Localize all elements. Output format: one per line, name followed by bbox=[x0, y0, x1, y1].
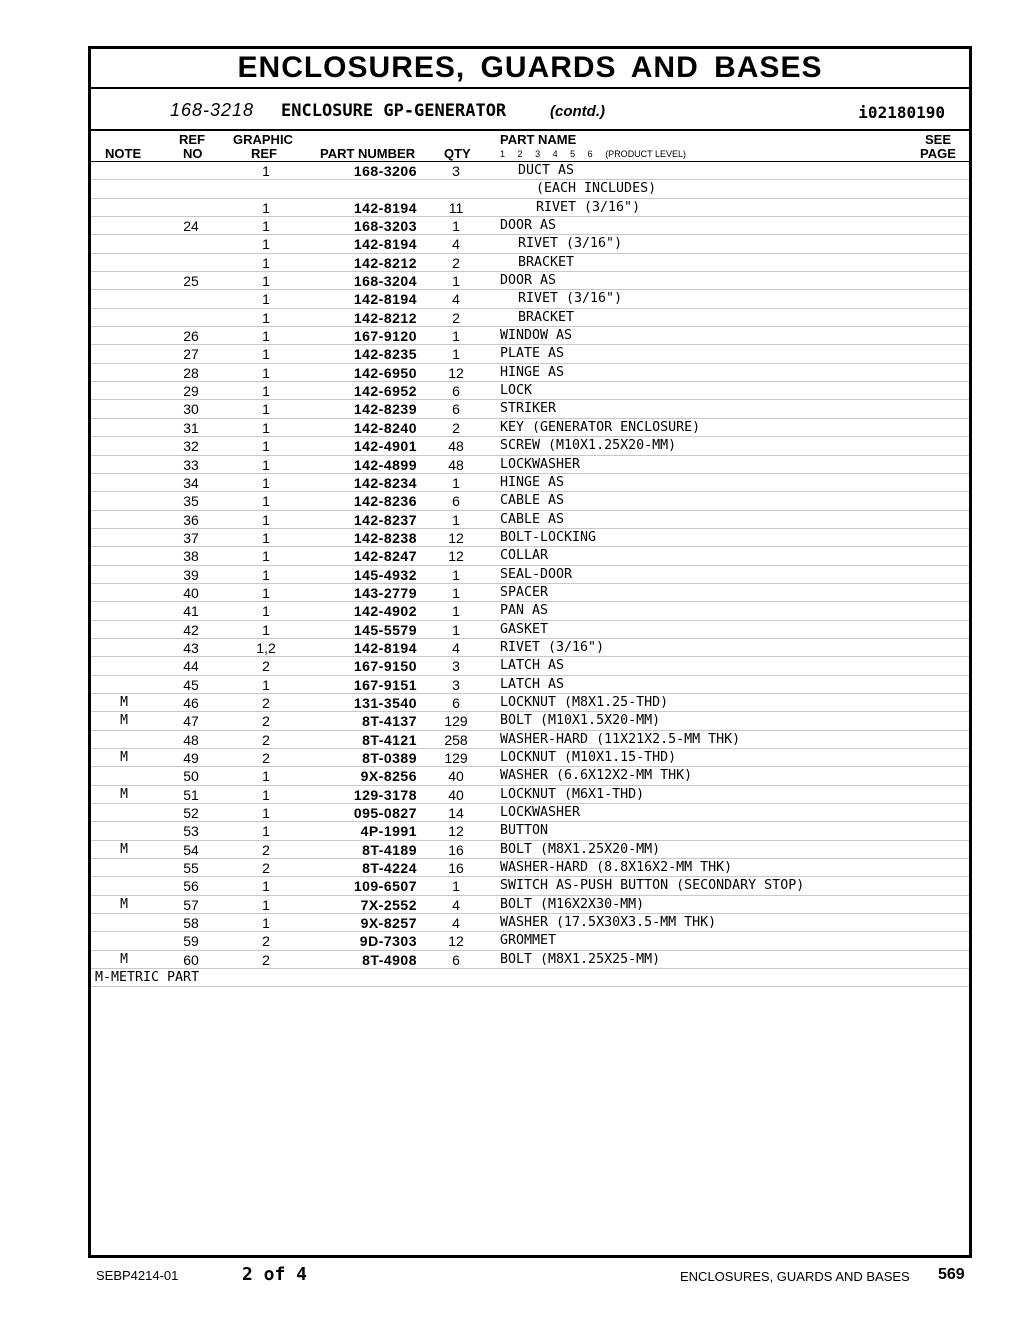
cell-ref-no: 49 bbox=[183, 750, 199, 766]
cell-part-number: 145-5579 bbox=[353, 621, 417, 638]
cell-graphic-ref: 2 bbox=[262, 731, 270, 748]
table-row bbox=[91, 676, 969, 694]
cell-qty: 12 bbox=[448, 364, 464, 381]
cell-part-number: 8T-4121 bbox=[362, 731, 417, 748]
cell-part-number: 4P-1991 bbox=[360, 823, 417, 840]
table-row bbox=[91, 511, 969, 529]
table-row bbox=[91, 584, 969, 602]
cell-graphic-ref: 1 bbox=[262, 603, 270, 620]
cell-ref-no: 52 bbox=[183, 805, 199, 822]
cell-part-number: 142-4899 bbox=[353, 456, 417, 473]
col-graphic-line1: GRAPHIC bbox=[233, 132, 293, 147]
cell-qty: 2 bbox=[452, 254, 460, 271]
cell-qty: 6 bbox=[452, 383, 460, 400]
table-row bbox=[91, 529, 969, 547]
cell-ref-no: 43 bbox=[183, 639, 199, 656]
cell-qty: 11 bbox=[448, 199, 464, 216]
cell-part-number: 8T-4189 bbox=[362, 841, 417, 858]
cell-ref-no: 54 bbox=[183, 841, 199, 858]
cell-part-name: RIVET (3/16") bbox=[536, 199, 641, 215]
cell-part-name: (EACH INCLUDES) bbox=[536, 181, 657, 197]
table-row bbox=[91, 841, 969, 859]
cell-qty: 3 bbox=[452, 163, 460, 179]
footer-page-number: 569 bbox=[938, 1266, 965, 1283]
col-ref-line2: NO bbox=[183, 146, 203, 161]
table-row bbox=[91, 822, 969, 840]
cell-qty: 4 bbox=[452, 291, 460, 308]
cell-ref-no: 41 bbox=[183, 603, 199, 620]
cell-part-number: 143-2779 bbox=[353, 584, 417, 601]
cell-part-name: GASKET bbox=[500, 621, 549, 637]
cell-part-number: 129-3178 bbox=[353, 786, 417, 803]
cell-part-name: WINDOW AS bbox=[500, 328, 573, 344]
table-row bbox=[91, 419, 969, 437]
cell-graphic-ref: 1 bbox=[262, 805, 270, 822]
cell-qty: 40 bbox=[448, 786, 464, 803]
cell-qty: 1 bbox=[452, 474, 460, 491]
cell-part-name: PAN AS bbox=[500, 603, 549, 619]
col-see-line2: PAGE bbox=[920, 146, 956, 161]
cell-part-number: 7X-2552 bbox=[360, 896, 417, 913]
cell-part-number: 167-9151 bbox=[353, 676, 417, 693]
cell-part-name: HINGE AS bbox=[500, 364, 565, 380]
cell-ref-no: 30 bbox=[183, 401, 199, 418]
cell-note: M bbox=[120, 713, 128, 729]
cell-part-name: LOCKWASHER bbox=[500, 456, 581, 472]
cell-part-number: 142-8194 bbox=[353, 639, 417, 656]
table-row bbox=[91, 786, 969, 804]
cell-qty: 6 bbox=[452, 493, 460, 510]
cell-part-name: BRACKET bbox=[518, 309, 575, 325]
cell-qty: 4 bbox=[452, 236, 460, 253]
cell-graphic-ref: 2 bbox=[262, 658, 270, 675]
cell-qty: 48 bbox=[448, 438, 464, 455]
parts-table bbox=[91, 162, 969, 987]
cell-note: M bbox=[120, 951, 128, 967]
cell-qty: 4 bbox=[452, 896, 460, 913]
cell-ref-no: 46 bbox=[183, 694, 199, 711]
cell-ref-no: 53 bbox=[183, 823, 199, 840]
cell-part-number: 167-9120 bbox=[353, 328, 417, 345]
cell-qty: 12 bbox=[448, 933, 464, 950]
footer-page-of: 2 of 4 bbox=[242, 1264, 308, 1285]
cell-graphic-ref: 1 bbox=[262, 309, 270, 326]
cell-part-name: CABLE AS bbox=[500, 493, 565, 509]
cell-ref-no: 34 bbox=[183, 474, 199, 491]
table-row bbox=[91, 492, 969, 510]
cell-part-number: 142-6950 bbox=[353, 364, 417, 381]
table-row bbox=[91, 437, 969, 455]
cell-qty: 129 bbox=[444, 713, 468, 730]
cell-part-number: 8T-4137 bbox=[362, 713, 417, 730]
cell-qty: 3 bbox=[452, 676, 460, 693]
cell-ref-no: 50 bbox=[183, 768, 199, 785]
cell-qty: 1 bbox=[452, 346, 460, 363]
page-title: ENCLOSURES, GUARDS AND BASES bbox=[237, 51, 823, 84]
table-row bbox=[91, 657, 969, 675]
table-row bbox=[91, 290, 969, 308]
cell-graphic-ref: 2 bbox=[262, 933, 270, 950]
table-row bbox=[91, 767, 969, 785]
cell-ref-no: 28 bbox=[183, 364, 199, 381]
group-header bbox=[91, 89, 969, 131]
cell-graphic-ref: 1 bbox=[262, 254, 270, 271]
cell-part-number: 142-8238 bbox=[353, 529, 417, 546]
cell-qty: 48 bbox=[448, 456, 464, 473]
cell-part-name: COLLAR bbox=[500, 548, 549, 564]
cell-qty: 12 bbox=[448, 823, 464, 840]
cell-part-name: LATCH AS bbox=[500, 658, 565, 674]
cell-part-name: LOCKNUT (M6X1-THD) bbox=[500, 786, 645, 802]
col-see-line1: SEE bbox=[925, 132, 952, 147]
footer-section-title: ENCLOSURES, GUARDS AND BASES bbox=[680, 1269, 910, 1284]
cell-graphic-ref: 1 bbox=[262, 786, 270, 803]
cell-qty: 1 bbox=[452, 603, 460, 620]
product-level: 4 bbox=[552, 149, 558, 159]
table-row bbox=[91, 400, 969, 418]
table-row bbox=[91, 951, 969, 969]
cell-qty: 1 bbox=[452, 273, 460, 290]
cell-graphic-ref: 1 bbox=[262, 456, 270, 473]
cell-ref-no: 24 bbox=[183, 218, 199, 235]
cell-qty: 1 bbox=[452, 878, 460, 895]
cell-part-number: 142-8234 bbox=[353, 474, 417, 491]
cell-ref-no: 60 bbox=[183, 951, 199, 968]
cell-ref-no: 42 bbox=[183, 621, 199, 638]
table-row bbox=[91, 749, 969, 767]
product-level: 3 bbox=[535, 149, 541, 159]
table-row bbox=[91, 364, 969, 382]
table-row bbox=[91, 199, 969, 217]
cell-graphic-ref: 1 bbox=[262, 566, 270, 583]
table-row bbox=[91, 180, 969, 198]
cell-graphic-ref: 1 bbox=[262, 511, 270, 528]
table-row bbox=[91, 327, 969, 345]
cell-ref-no: 35 bbox=[183, 493, 199, 510]
cell-qty: 1 bbox=[452, 511, 460, 528]
cell-part-name: DOOR AS bbox=[500, 218, 557, 234]
table-row bbox=[91, 547, 969, 565]
cell-part-name: PLATE AS bbox=[500, 346, 565, 362]
cell-graphic-ref: 2 bbox=[262, 951, 270, 968]
cell-graphic-ref: 1 bbox=[262, 438, 270, 455]
cell-part-name: HINGE AS bbox=[500, 474, 565, 490]
cell-part-name: RIVET (3/16") bbox=[518, 236, 623, 252]
cell-graphic-ref: 1,2 bbox=[256, 639, 276, 656]
col-qty: QTY bbox=[444, 146, 471, 161]
cell-part-number: 142-8194 bbox=[353, 236, 417, 253]
col-ref-line1: REF bbox=[179, 132, 205, 147]
cell-part-number: 142-4901 bbox=[353, 438, 417, 455]
cell-qty: 258 bbox=[444, 731, 468, 748]
cell-part-number: 8T-4908 bbox=[362, 951, 417, 968]
product-level: 1 bbox=[500, 149, 506, 159]
cell-graphic-ref: 1 bbox=[262, 199, 270, 216]
cell-ref-no: 59 bbox=[183, 933, 199, 950]
cell-ref-no: 51 bbox=[183, 786, 199, 803]
cell-graphic-ref: 1 bbox=[262, 915, 270, 932]
cell-part-name: WASHER (6.6X12X2-MM THK) bbox=[500, 768, 693, 784]
table-row bbox=[91, 731, 969, 749]
cell-graphic-ref: 1 bbox=[262, 383, 270, 400]
table-row bbox=[91, 382, 969, 400]
cell-part-name: LOCKWASHER bbox=[500, 805, 581, 821]
cell-part-number: 167-9150 bbox=[353, 658, 417, 675]
cell-part-name: LATCH AS bbox=[500, 676, 565, 692]
cell-part-number: 9X-8256 bbox=[360, 768, 417, 785]
cell-qty: 2 bbox=[452, 309, 460, 326]
cell-part-name: RIVET (3/16") bbox=[518, 291, 623, 307]
cell-qty: 129 bbox=[444, 750, 468, 766]
col-part-number: PART NUMBER bbox=[320, 146, 416, 161]
cell-note: M bbox=[120, 896, 128, 912]
cell-part-number: 142-8212 bbox=[353, 254, 417, 271]
cell-qty: 1 bbox=[452, 566, 460, 583]
cell-part-name: DUCT AS bbox=[518, 163, 575, 178]
group-number: 168-3218 bbox=[170, 100, 255, 120]
cell-graphic-ref: 1 bbox=[262, 163, 270, 179]
cell-part-number: 168-3204 bbox=[353, 273, 417, 290]
cell-part-name: BOLT (M16X2X30-MM) bbox=[500, 896, 645, 912]
cell-graphic-ref: 1 bbox=[262, 768, 270, 785]
cell-part-number: 168-3203 bbox=[353, 218, 417, 235]
cell-part-number: 095-0827 bbox=[353, 805, 417, 822]
cell-ref-no: 37 bbox=[183, 529, 199, 546]
cell-ref-no: 39 bbox=[183, 566, 199, 583]
cell-graphic-ref: 1 bbox=[262, 364, 270, 381]
cell-graphic-ref: 1 bbox=[262, 584, 270, 601]
table-row bbox=[91, 272, 969, 290]
cell-part-number: 142-8194 bbox=[353, 291, 417, 308]
cell-part-name: DOOR AS bbox=[500, 273, 557, 289]
cell-qty: 4 bbox=[452, 915, 460, 932]
cell-note: M bbox=[120, 750, 128, 765]
cell-ref-no: 33 bbox=[183, 456, 199, 473]
cell-note: M bbox=[120, 841, 128, 857]
table-row bbox=[91, 162, 969, 180]
cell-part-number: 109-6507 bbox=[353, 878, 417, 895]
cell-graphic-ref: 2 bbox=[262, 841, 270, 858]
cell-qty: 6 bbox=[452, 951, 460, 968]
footnote-row bbox=[91, 969, 969, 987]
product-levels bbox=[500, 149, 696, 159]
cell-qty: 6 bbox=[452, 694, 460, 711]
table-row bbox=[91, 804, 969, 822]
table-row bbox=[91, 859, 969, 877]
cell-ref-no: 58 bbox=[183, 915, 199, 932]
col-graphic-line2: REF bbox=[251, 146, 277, 161]
cell-part-name: LOCKNUT (M10X1.15-THD) bbox=[500, 750, 677, 765]
cell-qty: 12 bbox=[448, 529, 464, 546]
cell-graphic-ref: 1 bbox=[262, 621, 270, 638]
cell-ref-no: 56 bbox=[183, 878, 199, 895]
cell-graphic-ref: 1 bbox=[262, 346, 270, 363]
table-row bbox=[91, 602, 969, 620]
cell-qty: 2 bbox=[452, 419, 460, 436]
cell-part-name: KEY (GENERATOR ENCLOSURE) bbox=[500, 419, 701, 435]
cell-qty: 3 bbox=[452, 658, 460, 675]
cell-part-name: WASHER-HARD (8.8X16X2-MM THK) bbox=[500, 860, 733, 876]
cell-ref-no: 26 bbox=[183, 328, 199, 345]
cell-part-name: LOCK bbox=[500, 383, 533, 399]
cell-part-number: 142-8194 bbox=[353, 199, 417, 216]
cell-part-number: 142-6952 bbox=[353, 383, 417, 400]
cell-qty: 1 bbox=[452, 218, 460, 235]
table-row bbox=[91, 712, 969, 730]
col-part-name: PART NAME bbox=[500, 132, 577, 147]
cell-part-name: BOLT (M8X1.25X25-MM) bbox=[500, 951, 661, 967]
cell-graphic-ref: 1 bbox=[262, 529, 270, 546]
product-level: 5 bbox=[570, 149, 576, 159]
cell-qty: 6 bbox=[452, 401, 460, 418]
cell-qty: 1 bbox=[452, 621, 460, 638]
table-row bbox=[91, 566, 969, 584]
cell-part-name: SEAL-DOOR bbox=[500, 566, 573, 582]
cell-part-name: CABLE AS bbox=[500, 511, 565, 527]
cell-ref-no: 25 bbox=[183, 273, 199, 290]
cell-ref-no: 47 bbox=[183, 713, 199, 730]
cell-part-name: BUTTON bbox=[500, 823, 549, 839]
product-level: 6 bbox=[587, 149, 593, 159]
cell-ref-no: 31 bbox=[183, 419, 199, 436]
cell-graphic-ref: 2 bbox=[262, 713, 270, 730]
cell-part-name: BRACKET bbox=[518, 254, 575, 270]
table-row bbox=[91, 309, 969, 327]
cell-part-name: RIVET (3/16") bbox=[500, 639, 605, 655]
cell-part-name: BOLT-LOCKING bbox=[500, 529, 597, 545]
cell-ref-no: 32 bbox=[183, 438, 199, 455]
table-row bbox=[91, 235, 969, 253]
cell-part-number: 9X-8257 bbox=[360, 915, 417, 932]
cell-part-name: GROMMET bbox=[500, 933, 557, 949]
cell-graphic-ref: 1 bbox=[262, 548, 270, 565]
table-row bbox=[91, 694, 969, 712]
cell-ref-no: 57 bbox=[183, 896, 199, 913]
cell-graphic-ref: 1 bbox=[262, 273, 270, 290]
cell-qty: 1 bbox=[452, 584, 460, 601]
cell-graphic-ref: 1 bbox=[262, 823, 270, 840]
table-row bbox=[91, 621, 969, 639]
cell-part-name: SPACER bbox=[500, 584, 549, 600]
cell-part-name: SWITCH AS-PUSH BUTTON (SECONDARY STOP) bbox=[500, 878, 805, 894]
cell-part-number: 142-8212 bbox=[353, 309, 417, 326]
cell-graphic-ref: 1 bbox=[262, 493, 270, 510]
cell-part-number: 168-3206 bbox=[353, 163, 417, 179]
cell-part-name: BOLT (M8X1.25X20-MM) bbox=[500, 841, 661, 857]
cell-part-number: 8T-4224 bbox=[362, 860, 417, 877]
cell-part-number: 131-3540 bbox=[353, 694, 417, 711]
cell-part-number: 142-8237 bbox=[353, 511, 417, 528]
cell-ref-no: 36 bbox=[183, 511, 199, 528]
cell-part-number: 9D-7303 bbox=[359, 933, 417, 950]
cell-part-number: 142-8247 bbox=[353, 548, 417, 565]
cell-part-name: LOCKNUT (M8X1.25-THD) bbox=[500, 694, 669, 710]
cell-qty: 12 bbox=[448, 548, 464, 565]
cell-ref-no: 45 bbox=[183, 676, 199, 693]
cell-graphic-ref: 1 bbox=[262, 419, 270, 436]
title-bar bbox=[91, 49, 969, 89]
table-row bbox=[91, 896, 969, 914]
table-row bbox=[91, 217, 969, 235]
cell-ref-no: 38 bbox=[183, 548, 199, 565]
cell-qty: 16 bbox=[448, 841, 464, 858]
table-row bbox=[91, 639, 969, 657]
cell-note: M bbox=[120, 786, 128, 802]
cell-ref-no: 55 bbox=[183, 860, 199, 877]
cell-graphic-ref: 1 bbox=[262, 236, 270, 253]
cell-ref-no: 27 bbox=[183, 346, 199, 363]
cell-graphic-ref: 1 bbox=[262, 896, 270, 913]
cell-qty: 14 bbox=[448, 805, 464, 822]
table-row bbox=[91, 914, 969, 932]
column-header bbox=[91, 131, 969, 162]
cell-graphic-ref: 2 bbox=[262, 694, 270, 711]
illustration-id: i02180190 bbox=[858, 103, 945, 122]
cell-ref-no: 29 bbox=[183, 383, 199, 400]
cell-part-number: 142-8235 bbox=[353, 346, 417, 363]
cell-part-name: WASHER-HARD (11X21X2.5-MM THK) bbox=[500, 731, 741, 747]
footnote: M-METRIC PART bbox=[95, 970, 200, 986]
cell-graphic-ref: 1 bbox=[262, 291, 270, 308]
cell-part-number: 142-4902 bbox=[353, 603, 417, 620]
cell-graphic-ref: 1 bbox=[262, 218, 270, 235]
continued-label: (contd.) bbox=[550, 103, 605, 120]
cell-qty: 16 bbox=[448, 860, 464, 877]
cell-part-name: WASHER (17.5X30X3.5-MM THK) bbox=[500, 915, 717, 931]
cell-graphic-ref: 1 bbox=[262, 474, 270, 491]
table-row bbox=[91, 474, 969, 492]
table-row bbox=[91, 877, 969, 895]
cell-graphic-ref: 1 bbox=[262, 676, 270, 693]
cell-ref-no: 48 bbox=[183, 731, 199, 748]
cell-part-number: 142-8240 bbox=[353, 419, 417, 436]
cell-graphic-ref: 1 bbox=[262, 328, 270, 345]
cell-part-name: SCREW (M10X1.25X20-MM) bbox=[500, 438, 677, 454]
cell-part-name: BOLT (M10X1.5X20-MM) bbox=[500, 713, 661, 729]
group-name: ENCLOSURE GP-GENERATOR bbox=[281, 101, 507, 121]
table-row bbox=[91, 345, 969, 363]
footer-doc-number: SEBP4214-01 bbox=[96, 1268, 179, 1283]
cell-note: M bbox=[120, 694, 128, 710]
cell-qty: 40 bbox=[448, 768, 464, 785]
cell-qty: 4 bbox=[452, 639, 460, 656]
cell-graphic-ref: 2 bbox=[262, 860, 270, 877]
cell-graphic-ref: 1 bbox=[262, 878, 270, 895]
page-frame bbox=[88, 46, 972, 1258]
cell-graphic-ref: 1 bbox=[262, 401, 270, 418]
product-level: 2 bbox=[517, 149, 523, 159]
cell-qty: 1 bbox=[452, 328, 460, 345]
col-note: NOTE bbox=[105, 146, 142, 161]
cell-part-number: 142-8239 bbox=[353, 401, 417, 418]
table-row bbox=[91, 254, 969, 272]
cell-ref-no: 40 bbox=[183, 584, 199, 601]
cell-part-name: STRIKER bbox=[500, 401, 557, 417]
table-row bbox=[91, 456, 969, 474]
cell-ref-no: 44 bbox=[183, 658, 199, 675]
cell-part-number: 145-4932 bbox=[353, 566, 417, 583]
cell-graphic-ref: 2 bbox=[262, 750, 270, 766]
table-row bbox=[91, 932, 969, 950]
cell-part-number: 8T-0389 bbox=[362, 750, 417, 766]
cell-part-number: 142-8236 bbox=[353, 493, 417, 510]
product-level-label: (PRODUCT LEVEL) bbox=[605, 149, 687, 159]
